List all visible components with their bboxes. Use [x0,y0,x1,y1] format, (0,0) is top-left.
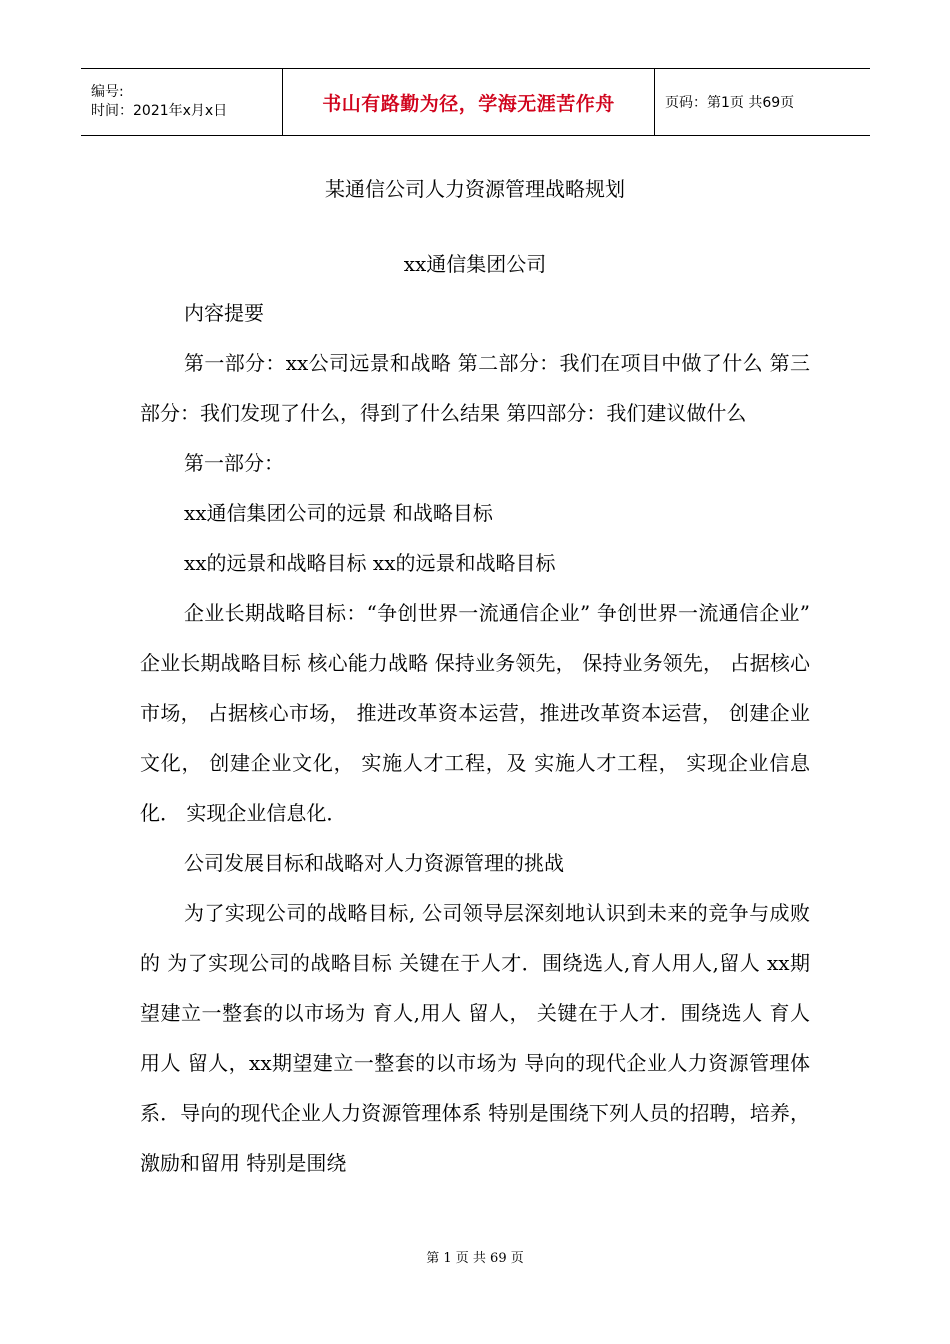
document-title: 某通信公司人力资源管理战略规划 [325,177,625,201]
paragraph: 内容提要 [184,301,264,325]
document-body [140,288,810,1188]
paragraph: 第一部分： [184,451,284,475]
paragraph: 为了实现公司的战略目标, 公司领导层深刻地认识到未来的竞争与成败的 为了实现公司的战略目标 关键在于人才．围绕选人,育人用人,留人 xx期望建立一整套的以市场为 育人,用人 留人， 关键在于人才．围绕选人 育人 用人 留人，xx期望建立一整套的以市场为 导向的现代企业人力资源管理体系．导向的现代企业人力资源管理体系 特别是围绕下列人员的招聘，培养，激励和留用 特别是围绕 [140,901,810,1175]
time-label: 时间：2021年x月x日 [91,103,228,119]
paragraph: xx的远景和战略目标 xx的远景和战略目标 [184,551,556,575]
header-meta [81,69,282,135]
paragraph: 企业长期战略目标：“争创世界一流通信企业” 争创世界一流通信企业” 企业长期战略目标 核心能力战略 保持业务领先， 保持业务领先， 占据核心市场， 占据核心市场， 推进改革资本运营，推进改革资本运营， 创建企业文化， 创建企业文化， 实施人才工程，及 实施人才工程， 实现企业信息化． 实现企业信息化． [140,601,810,825]
page-info-text: 页码：第1页 共69页 [665,95,795,111]
document-subtitle: xx通信集团公司 [403,252,547,276]
paragraph: 公司发展目标和战略对人力资源管理的挑战 [184,851,564,875]
header-page-info [655,69,870,135]
header-table [81,68,870,136]
paragraph: 第一部分：xx公司远景和战略 第二部分：我们在项目中做了什么 第三部分：我们发现了什么，得到了什么结果 第四部分：我们建议做什么 [140,351,810,425]
page-footer: 第 1 页 共 69 页 [426,1251,524,1266]
motto-text: 书山有路勤为径，学海无涯苦作舟 [322,92,615,115]
header-motto-cell [282,69,655,135]
paragraph: xx通信集团公司的远景 和战略目标 [184,501,493,525]
number-label: 编号: [91,84,124,100]
